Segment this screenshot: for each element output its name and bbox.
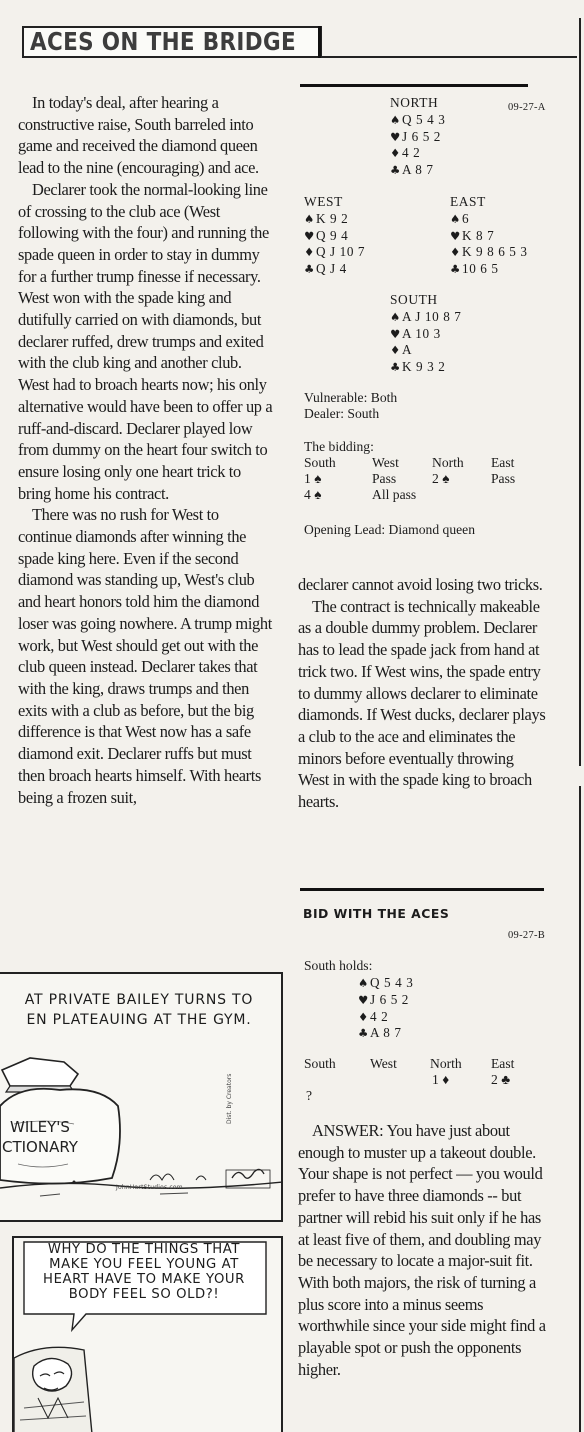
club-icon: ♣: [390, 163, 401, 178]
sign-text: CTIONARY: [2, 1138, 78, 1156]
bid-cell: ?: [306, 1088, 313, 1103]
bid-cell: All pass: [372, 487, 417, 502]
deal-code: 09-27-A: [508, 102, 546, 113]
quiz-hand: [358, 975, 413, 1042]
west-diamonds: Q J 10 7: [316, 244, 366, 260]
bid-section-rule: [300, 888, 544, 891]
bid-cell: 2 ♠: [432, 471, 450, 486]
comic-credit: JohnHartStudios.com: [116, 1184, 183, 1191]
diamond-icon: ♦: [358, 1009, 369, 1024]
north-spades: Q 5 4 3: [402, 111, 446, 127]
quiz-bidding-table: [304, 1056, 544, 1106]
west-spades: K 9 2: [316, 210, 349, 226]
bid-header-south: South: [304, 1056, 336, 1071]
quiz-spades: Q 5 4 3: [370, 975, 414, 990]
club-icon: ♣: [304, 262, 315, 277]
club-icon: ♣: [450, 262, 461, 277]
speech-balloon-text: WHY DO THE THINGS THAT MAKE YOU FEEL YOUNG AT HEART HAVE TO MAKE YOUR BODY FEEL SO OLD?!: [43, 1242, 245, 1302]
answer-paragraph: ANSWER: You have just about enough to muster up a takeout double. Your shape is not perfect — you would prefer to have three diamonds -- but partner will rebid his suit only if he has at least five of them, and doubling may be necessary to locate a major-suit fit. With both majors, the risk of turning a plus score into a minus seems worthwhile since your side might find a playable spot or push the opponents higher.: [298, 1121, 546, 1379]
header-rule: [322, 56, 577, 58]
south-hearts: A 10 3: [402, 325, 441, 341]
article-body: [18, 92, 274, 808]
right-edge-rule: [579, 18, 581, 766]
heart-icon: ♥: [390, 129, 401, 144]
article-paragraph: The contract is technically makeable as a double dummy problem. Declarer has to lead the spade jack from hand at trick two. If West wins, the spade entry to dummy allows declarer to eliminate diamonds. If West ducks, declarer plays a club to the ace and eliminates the minors before eventually throwing West in with the spade king to broach hearts.: [298, 596, 546, 812]
comic-caption-line: AT PRIVATE BAILEY TURNS TO: [24, 992, 254, 1008]
bid-with-aces-heading: BID WITH THE ACES: [303, 906, 450, 921]
heart-icon: ♥: [390, 326, 401, 341]
heart-icon: ♥: [450, 228, 461, 243]
north-hearts: J 6 5 2: [402, 128, 442, 144]
north-hand: [390, 95, 445, 179]
article-paragraph: declarer cannot avoid losing two tricks.: [298, 575, 543, 594]
quiz-hearts: J 6 5 2: [370, 991, 410, 1007]
deal-top-rule: [300, 84, 528, 87]
bid-cell: Pass: [372, 471, 397, 486]
comic-panel-wiley: [0, 972, 283, 1222]
east-label: EAST: [450, 194, 486, 209]
article-paragraph: In today's deal, after hearing a constructive raise, South barreled into game and received the diamond queen lead to the nine (encouraging) and ace.: [18, 93, 259, 178]
bid-cell: Pass: [491, 471, 516, 486]
east-hearts: K 8 7: [462, 227, 495, 243]
bid-header-east: East: [491, 455, 515, 470]
bidding-label: The bidding:: [304, 439, 374, 454]
east-spades: 6: [462, 210, 470, 226]
west-hand: [304, 194, 365, 278]
spade-icon: ♠: [390, 309, 401, 324]
east-clubs: 10 6 5: [462, 261, 499, 277]
bid-header-west: West: [370, 1056, 397, 1071]
article-paragraph: Declarer took the normal-looking line of crossing to the club ace (West following with the four) and running the spade queen in order to stay in dummy for a further trump finesse if necessary. West won with the spade king and dutifully carried on with diamonds, but declarer ruffed, drew trumps and exited with the club king and another club. West had to broach hearts now; his only alternative would have been to offer up a ruff-and-discard. Declarer played low from dummy on the heart four switch to ensure losing only one heart trick to bring home his contract.: [18, 179, 273, 503]
north-diamonds: 4 2: [402, 145, 421, 161]
right-edge-rule: [579, 786, 581, 1432]
bid-header-west: West: [372, 455, 399, 470]
bid-header-south: South: [304, 455, 336, 470]
spade-icon: ♠: [358, 976, 369, 990]
spade-icon: ♠: [390, 112, 401, 127]
bidding-table: [304, 455, 544, 505]
west-label: WEST: [304, 194, 343, 209]
quiz-diamonds: 4 2: [370, 1008, 389, 1024]
bid-header-north: North: [432, 455, 464, 470]
bid-cell: 2 ♣: [491, 1072, 511, 1087]
column-title: ACES ON THE BRIDGE: [30, 27, 296, 56]
spade-icon: ♠: [450, 211, 461, 226]
bid-cell: 1 ♠: [304, 471, 322, 486]
club-icon: ♣: [358, 1026, 369, 1041]
west-hearts: Q 9 4: [316, 227, 349, 243]
vulnerable-text: Vulnerable: Both: [304, 390, 398, 405]
answer-text: [298, 1120, 552, 1380]
north-clubs: A 8 7: [402, 162, 434, 178]
spade-icon: ♠: [304, 211, 315, 226]
north-label: NORTH: [390, 95, 439, 110]
comic-caption-line: EN PLATEAUING AT THE GYM.: [26, 1012, 252, 1028]
column-header: [22, 26, 322, 58]
bid-header-east: East: [491, 1056, 515, 1071]
south-spades: A J 10 8 7: [402, 308, 462, 324]
dealer-text: Dealer: South: [304, 406, 380, 421]
header-divider: [318, 26, 321, 58]
west-clubs: Q J 4: [316, 261, 347, 277]
bid-header-north: North: [430, 1056, 462, 1071]
bid-code: 09-27-B: [508, 930, 546, 941]
south-diamonds: A: [402, 342, 413, 358]
article-continuation: [298, 574, 546, 813]
comic-panel-strip: [12, 1236, 283, 1432]
south-hand: [390, 292, 462, 376]
quiz-clubs: A 8 7: [370, 1025, 402, 1041]
club-icon: ♣: [390, 360, 401, 375]
east-hand: [450, 194, 528, 278]
bid-cell: 4 ♠: [304, 487, 322, 502]
east-diamonds: K 9 8 6 5 3: [462, 244, 528, 260]
article-paragraph: There was no rush for West to continue diamonds after winning the spade king here. Even if the second diamond was standing up, West's club and heart honors told him the diamond loser was going nowhere. A trump might work, but West should get out with the club queen instead. Declarer takes that with the king, draws trumps and then exits with a club as before, but the big difference is that West now has a safe diamond exit. Declarer ruffs but must then broach hearts himself. With hearts being a frozen suit,: [18, 505, 272, 807]
bid-cell: 1 ♦: [432, 1072, 450, 1087]
diamond-icon: ♦: [390, 343, 401, 358]
opening-lead: Opening Lead: Diamond queen: [304, 522, 476, 537]
heart-icon: ♥: [304, 228, 315, 243]
heart-icon: ♥: [358, 992, 369, 1007]
south-label: SOUTH: [390, 292, 438, 307]
diamond-icon: ♦: [390, 146, 401, 161]
sign-text: WILEY'S: [10, 1118, 70, 1136]
south-clubs: K 9 3 2: [402, 359, 446, 375]
comic-distribution: Dist. by Creators: [226, 1073, 233, 1124]
south-holds-label: South holds:: [304, 958, 373, 973]
diamond-icon: ♦: [304, 245, 315, 260]
diamond-icon: ♦: [450, 245, 461, 260]
